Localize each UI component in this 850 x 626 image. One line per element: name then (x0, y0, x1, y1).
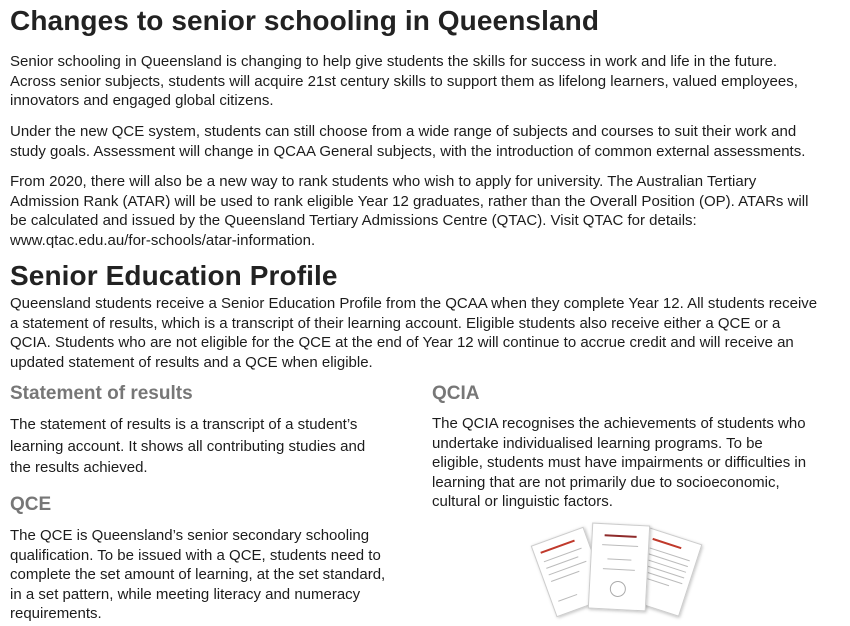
heading-statement-of-results: Statement of results (10, 383, 193, 404)
intro-paragraph-2: Under the new QCE system, students can still choose from a wide range of subjects and courses to suit their work and study goals. Assessment will change in QCAA General subjects, with the introduction of common external assessments. (10, 123, 806, 160)
certificate-center-image (588, 523, 650, 612)
intro-paragraph-1: Senior schooling in Queensland is changing to help give students the skills for success in work and life in the future. Across senior subjects, students will acquire 21st century skills to support them as lifelong learners, valued employees, innovators and engaged global citizens. (10, 53, 798, 109)
heading-qce: QCE (10, 494, 52, 515)
intro-paragraph-3: From 2020, there will also be a new way to rank students who wish to apply for university. The Australian Tertiary Admission Rank (ATAR) will be used to rank eligible Year 12 graduates, rather than the Overall Position (OP). ATARs will be calculated and issued by the Queensland Tertiary Admissions Centre (QTAC). Visit QTAC for details: www.qtac.edu.au/for-schools/atar-information. (10, 173, 809, 249)
statement-paragraph: The statement of results is a transcript of a student’s learning account. It shows all contributing studies and the results achieved. (10, 416, 366, 476)
profile-paragraph: Queensland students receive a Senior Education Profile from the QCAA when they complete Year 12. All students receive a statement of results, which is a transcript of their learning account. Eligible students also receive either a QCE or a QCIA. Students who are not eligible for the QCE at the end of Year 12 will continue to accrue credit and will receive an updated statement of results and a QCE when eligible. (10, 295, 818, 371)
heading-qcia: QCIA (432, 383, 480, 404)
qcia-paragraph: The QCIA recognises the achievements of students who undertake individualised learning programs. To be eligible, students must have impairments or difficulties in learning that are not primarily due to socioeconomic, cultural or linguistic factors. (432, 415, 807, 510)
section-heading-senior-education-profile: Senior Education Profile (10, 260, 338, 291)
qce-paragraph: The QCE is Queensland’s senior secondary schooling qualification. To be issued with a QCE, students need to complete the set amount of learning, at the set standard, in a set pattern, while meeting literacy and numeracy requirements. (10, 527, 386, 622)
certificates-illustration (530, 520, 710, 620)
page-title: Changes to senior schooling in Queensland (10, 5, 600, 36)
